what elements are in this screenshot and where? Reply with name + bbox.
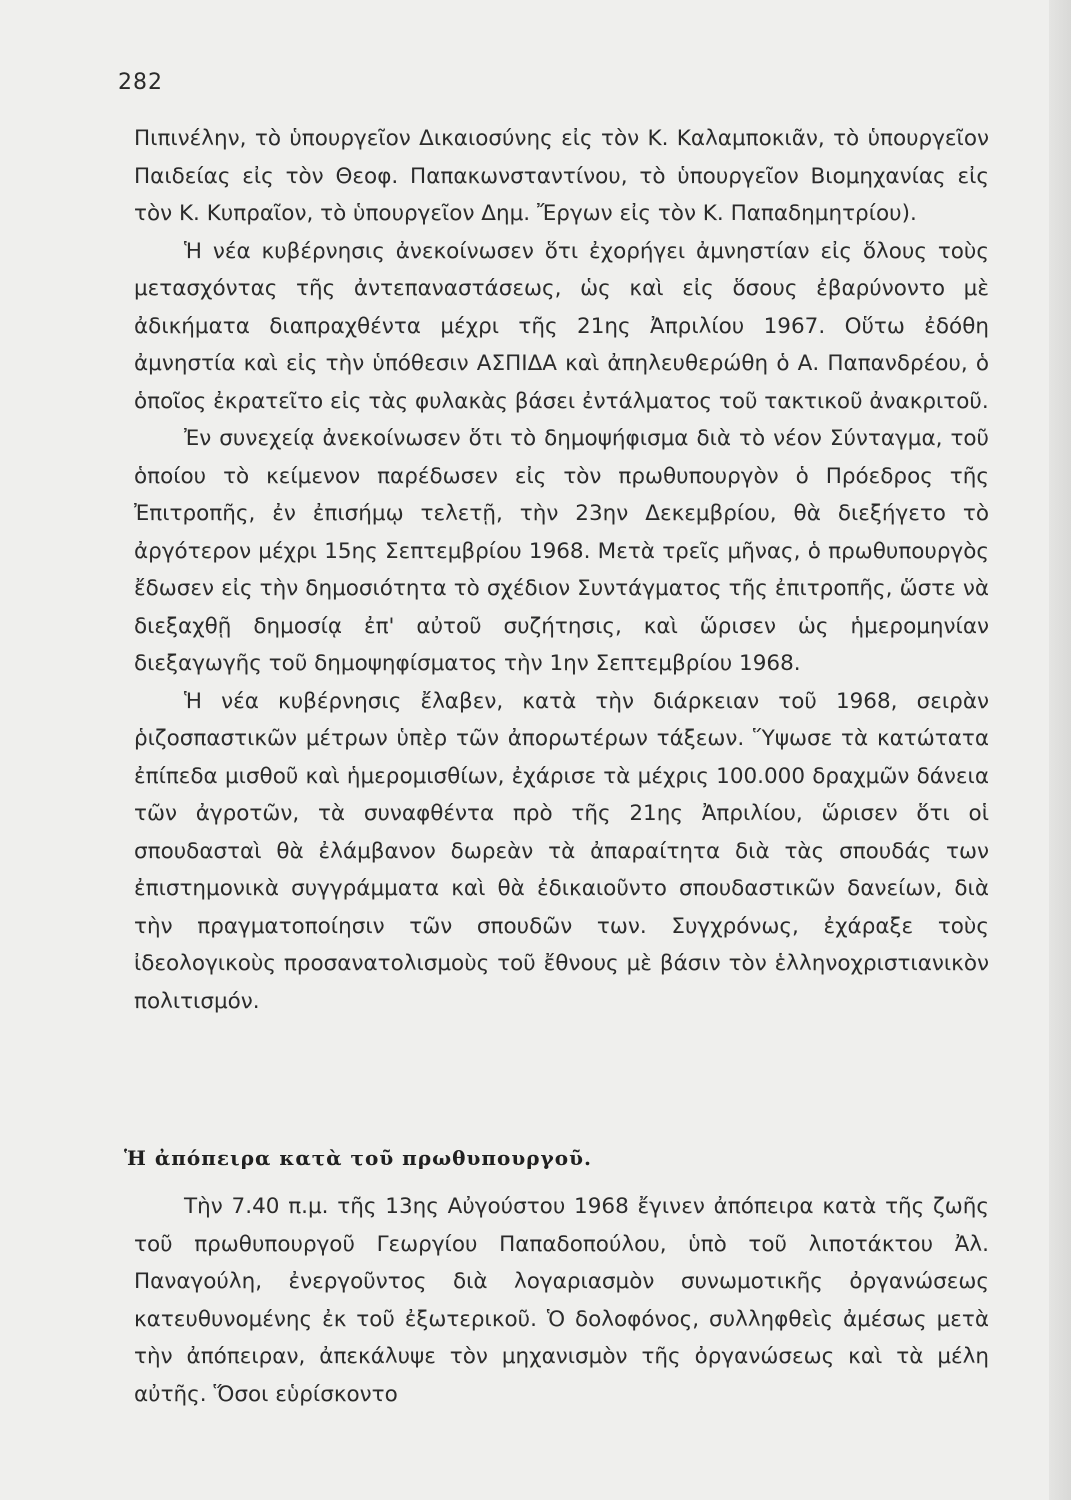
body-text-upper bbox=[134, 120, 989, 1020]
paragraph-5: Τὴν 7.40 π.μ. τῆς 13ης Αὐγούστου 1968 ἔγινεν ἀπόπειρα κατὰ τῆς ζωῆς τοῦ πρωθυπουργοῦ Γεωργίου Παπαδοπούλου, ὑπὸ τοῦ λιποτάκτου Ἀλ. Παναγούλη, ἐνεργοῦντος διὰ λογαριασμὸν συνωμοτικῆς ὀργανώσεως κατευθυνομένης ἐκ τοῦ ἐξωτερικοῦ. Ὁ δολοφόνος, συλληφθεὶς ἀμέσως μετὰ τὴν ἀπόπειραν, ἀπεκάλυψε τὸν μηχανισμὸν τῆς ὀργανώσεως καὶ τὰ μέλη αὐτῆς. Ὅσοι εὑρίσκοντο bbox=[134, 1194, 989, 1407]
body-text-lower bbox=[134, 1188, 989, 1413]
page-number: 282 bbox=[118, 70, 163, 95]
page-edge-shadow bbox=[1049, 0, 1071, 1500]
paragraph-1: Πιπινέλην, τὸ ὑπουργεῖον Δικαιοσύνης εἰς τὸν Κ. Καλαμποκιᾶν, τὸ ὑπουργεῖον Παιδείας εἰς τὸν Θεοφ. Παπακωνσταντίνου, τὸ ὑπουργεῖον Βιομηχανίας εἰς τὸν Κ. Κυπραῖον, τὸ ὑπουργεῖον Δημ. Ἔργων εἰς τὸν Κ. Παπαδημητρίου). bbox=[134, 126, 989, 226]
paragraph-2: Ἡ νέα κυβέρνησις ἀνεκοίνωσεν ὅτι ἐχορήγει ἀμνηστίαν εἰς ὅλους τοὺς μετασχόντας τῆς ἀντεπαναστάσεως, ὡς καὶ εἰς ὅσους ἐβαρύνοντο μὲ ἀδικήματα διαπραχθέντα μέχρι τῆς 21ης Ἀπριλίου 1967. Οὕτω ἐδόθη ἀμνηστία καὶ εἰς τὴν ὑπόθεσιν ΑΣΠΙΔΑ καὶ ἀπηλευθερώθη ὁ Α. Παπανδρέου, ὁ ὁποῖος ἐκρατεῖτο εἰς τὰς φυλακὰς βάσει ἐντάλματος τοῦ τακτικοῦ ἀνακριτοῦ. bbox=[134, 238, 989, 414]
paragraph-4: Ἡ νέα κυβέρνησις ἔλαβεν, κατὰ τὴν διάρκειαν τοῦ 1968, σειρὰν ῥιζοσπαστικῶν μέτρων ὑπὲρ τῶν ἀπορωτέρων τάξεων. Ὕψωσε τὰ κατώτατα ἐπίπεδα μισθοῦ καὶ ἡμερομισθίων, ἐχάρισε τὰ μέχρις 100.000 δραχμῶν δάνεια τῶν ἀγροτῶν, τὰ συναφθέντα πρὸ τῆς 21ης Ἀπριλίου, ὥρισεν ὅτι οἱ σπουδασταὶ θὰ ἐλάμβανον δωρεὰν τὰ ἀπαραίτητα διὰ τὰς σπουδάς των ἐπιστημονικὰ συγγράμματα καὶ θὰ ἐδικαιοῦντο σπουδαστικῶν δανείων, διὰ τὴν πραγματοποίησιν τῶν σπουδῶν των. Συγχρόνως, ἐχάραξε τοὺς ἰδεολογικοὺς προσανατολισμοὺς τοῦ ἔθνους μὲ βάσιν τὸν ἑλληνοχριστιανικὸν πολιτισμόν. bbox=[134, 688, 989, 1014]
section-heading: Ἡ ἀπόπειρα κατὰ τοῦ πρωθυπουργοῦ. bbox=[124, 1146, 592, 1170]
paragraph-3: Ἐν συνεχείᾳ ἀνεκοίνωσεν ὅτι τὸ δημοψήφισμα διὰ τὸ νέον Σύνταγμα, τοῦ ὁποίου τὸ κείμενον παρέδωσεν εἰς τὸν πρωθυπουργὸν ὁ Πρόεδρος τῆς Ἐπιτροπῆς, ἐν ἐπισήμῳ τελετῇ, τὴν 23ην Δεκεμβρίου, θὰ διεξήγετο τὸ ἀργότερον μέχρι 15ης Σεπτεμβρίου 1968. Μετὰ τρεῖς μῆνας, ὁ πρωθυπουργὸς ἔδωσεν εἰς τὴν δημοσιότητα τὸ σχέδιον Συντάγματος τῆς ἐπιτροπῆς, ὥστε νὰ διεξαχθῇ δημοσίᾳ ἐπ' αὐτοῦ συζήτησις, καὶ ὥρισεν ὡς ἡμερομηνίαν διεξαγωγῆς τοῦ δημοψηφίσματος τὴν 1ην Σεπτεμβρίου 1968. bbox=[134, 426, 989, 676]
